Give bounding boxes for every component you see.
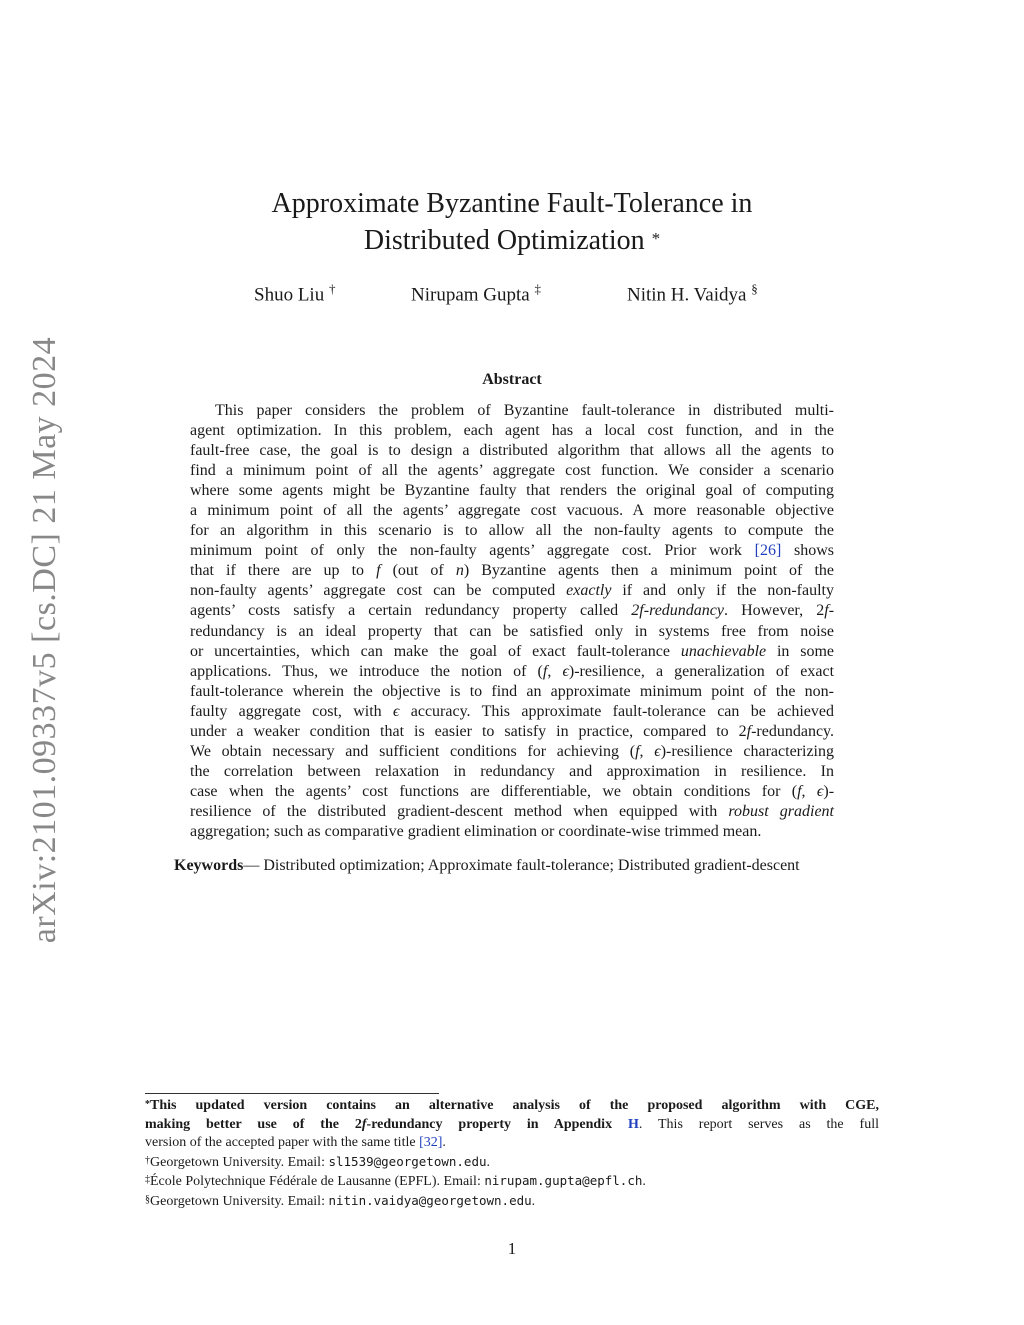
footnote-text: .	[442, 1135, 446, 1150]
abstract-line	[190, 722, 834, 742]
abstract-line	[190, 501, 834, 521]
abstract-text: in some	[766, 642, 835, 660]
footnote-mark: †	[145, 1154, 150, 1166]
abstract-line	[190, 561, 834, 581]
title-line-1: Approximate Byzantine Fault-Tolerance in	[271, 188, 753, 219]
footnote-2	[145, 1153, 879, 1173]
footnote-1-line-3	[145, 1134, 879, 1153]
abstract-text: or	[537, 822, 559, 840]
keywords-dash: —	[243, 857, 260, 874]
footnote-text: .	[531, 1193, 536, 1209]
email-link[interactable]: nitin.vaidya@georgetown.edu	[328, 1192, 532, 1208]
abstract-emphasis: ϵ	[562, 662, 569, 680]
author-footnote-mark[interactable]: §	[751, 281, 758, 296]
abstract-text: .	[757, 822, 762, 840]
abstract-text: minimum point of only the non-faulty agents’ aggregate cost. Prior work	[190, 542, 755, 560]
abstract-text: (out of	[380, 562, 456, 580]
abstract-text: ,	[547, 662, 563, 680]
abstract-emphasis: f	[797, 782, 802, 800]
footnote-1-line-2	[145, 1116, 879, 1135]
title-line-2: Distributed Optimization	[363, 225, 645, 256]
footnote-text: version of the accepted paper with the same title	[145, 1135, 420, 1150]
abstract-emphasis: f	[746, 722, 752, 740]
abstract-line	[190, 421, 834, 441]
author-nitin-vaidya	[627, 281, 758, 306]
abstract-line	[190, 401, 834, 421]
footnote-text: Georgetown University. Email:	[150, 1154, 329, 1170]
footnote-math: f	[361, 1116, 367, 1132]
abstract-text: if and only if the non-faulty	[611, 582, 834, 600]
abstract-text: or uncertainties, which can make the goal of exact fault-tolerance	[190, 642, 681, 660]
abstract-text: ) Byzantine agents then a minimum point of the	[463, 562, 834, 580]
abstract-emphasis: f	[376, 562, 381, 580]
abstract-text: fault-free case, the goal is to design a distributed algorithm that allows all the agents to	[190, 442, 834, 460]
abstract-line	[190, 461, 834, 481]
footnote-text: . This report serves as the full	[638, 1116, 879, 1132]
abstract-line	[190, 601, 834, 621]
citation-link[interactable]: [26]	[754, 542, 782, 560]
abstract-emphasis: ϵ	[654, 742, 661, 760]
footnote-3	[145, 1172, 879, 1192]
abstract-text: )-resilience, a generalization of exact	[568, 662, 835, 680]
footnotes	[145, 1097, 879, 1211]
abstract-text: a minimum point of all the agents’ aggregate cost vacuous. A more reasonable objective	[190, 502, 834, 520]
abstract-line	[190, 802, 834, 822]
abstract-emphasis: unachievable	[680, 642, 767, 660]
author-name: Shuo Liu	[254, 284, 325, 306]
footnote-text: .	[486, 1154, 491, 1170]
abstract-emphasis: f	[542, 662, 548, 680]
abstract-text: )-	[823, 782, 835, 800]
abstract-heading: Abstract	[482, 371, 542, 388]
footnote-text: making better use of the 2	[145, 1116, 362, 1132]
abstract-text: where some agents might be Byzantine faulty that renders the original goal of computing	[190, 482, 834, 500]
abstract-text: . However, 2	[724, 602, 825, 620]
author-shuo-liu	[254, 281, 335, 306]
author-name: Nirupam Gupta	[411, 284, 530, 306]
appendix-link[interactable]: H	[627, 1116, 639, 1132]
abstract-line	[190, 702, 834, 722]
abstract-text: case when the agents’ cost functions are differentiable, we obtain conditions for (	[190, 782, 798, 800]
arxiv-sidebar-stamp: arXiv:2101.09337v5 [cs.DC] 21 May 2024	[26, 336, 63, 944]
abstract-line	[190, 441, 834, 461]
author-footnote-mark[interactable]: †	[328, 281, 336, 296]
footnote-mark: §	[145, 1193, 150, 1205]
abstract-text: agent optimization. In this problem, each agent has a local cost function, and in the	[190, 422, 834, 440]
keywords	[174, 857, 800, 875]
abstract-text: that if there are up to	[190, 562, 377, 580]
abstract-emphasis: ϵ	[816, 782, 824, 800]
abstract-line	[190, 622, 834, 642]
abstract-line	[190, 662, 834, 682]
abstract-emphasis: exactly	[566, 582, 612, 600]
abstract-text: fault-tolerance wherein the objective is to find an approximate minimum point of the non-	[190, 682, 834, 700]
keywords-label: Keywords	[174, 857, 244, 874]
abstract-text: This paper considers the problem of Byzantine fault-tolerance in distributed multi-	[215, 402, 834, 419]
abstract-emphasis: ϵ	[392, 702, 400, 720]
citation-link[interactable]: [32]	[419, 1135, 443, 1150]
abstract-line	[190, 642, 834, 662]
author-footnote-mark[interactable]: ‡	[534, 281, 541, 296]
abstract-line	[190, 742, 834, 762]
abstract-text: shows	[781, 542, 835, 560]
footnote-mark: *	[145, 1099, 150, 1110]
footnote-text: École Polytechnique Fédérale de Lausanne (EPFL). Email:	[150, 1174, 485, 1189]
author-nirupam-gupta	[411, 281, 541, 306]
title-footnote-mark[interactable]: *	[651, 229, 661, 248]
page-number: 1	[507, 1239, 517, 1258]
footnote-4	[145, 1192, 879, 1212]
keywords-text: Distributed optimization; Approximate fault-tolerance; Distributed gradient-descent	[259, 857, 800, 874]
footnote-rule	[145, 1093, 439, 1094]
abstract-text: ,	[801, 782, 817, 800]
abstract-body	[190, 401, 834, 842]
paper-title	[200, 185, 824, 259]
footnote-text: -redundancy property in Appendix	[366, 1116, 628, 1132]
abstract-text: We obtain necessary and sufficient conditions for achieving (	[190, 742, 636, 760]
abstract-text: ,	[639, 742, 655, 760]
abstract-text: )-resilience characterizing	[660, 742, 834, 760]
abstract-line	[190, 481, 834, 501]
abstract-text: coordinate-wise trimmed mean	[558, 822, 758, 840]
abstract-text: for an algorithm in this scenario is to allow all the non-faulty agents to compute the	[190, 522, 834, 540]
abstract-text: faulty aggregate cost, with	[190, 702, 393, 720]
abstract-line	[190, 581, 834, 601]
abstract-text: redundancy is an ideal property that can be satisfied only in systems free from noise	[190, 622, 834, 640]
footnote-text: This updated version contains an alternative analysis of the proposed algorithm with CGE,	[150, 1098, 879, 1113]
abstract-line	[190, 682, 834, 702]
abstract-line	[190, 521, 834, 541]
abstract-emphasis: f	[635, 742, 640, 760]
abstract-line	[190, 822, 834, 842]
abstract-text: -	[828, 602, 835, 620]
footnote-text: Georgetown University. Email:	[150, 1193, 329, 1209]
abstract-emphasis: n	[455, 562, 464, 580]
abstract-text: comparative gradient elimination	[324, 822, 538, 840]
email-link[interactable]: sl1539@georgetown.edu	[328, 1153, 487, 1169]
abstract-emphasis: robust gradient	[728, 802, 835, 820]
footnote-1-line-1	[145, 1097, 879, 1116]
author-name: Nitin H. Vaidya	[627, 284, 747, 306]
abstract-line	[190, 762, 834, 782]
abstract-text: resilience of the distributed gradient-descent method when equipped with	[190, 802, 729, 820]
footnote-text: .	[642, 1174, 646, 1189]
abstract-text: non-faulty agents’ aggregate cost can be computed	[190, 582, 567, 600]
abstract-emphasis: 2f-redundancy	[631, 602, 725, 620]
abstract-text: ; such as	[265, 822, 325, 840]
abstract-text: agents’ costs satisfy a certain redundancy property called	[190, 602, 632, 620]
abstract-line	[190, 782, 834, 802]
footnote-mark: ‡	[145, 1174, 150, 1185]
abstract-text: under a weaker condition that is easier to satisfy in practice, compared to 2	[190, 722, 747, 740]
abstract-text: accuracy. This approximate fault-tolerance can be achieved	[399, 702, 834, 720]
abstract-emphasis: f	[824, 602, 829, 620]
email-link[interactable]: nirupam.gupta@epfl.ch	[484, 1173, 643, 1188]
abstract-line	[190, 541, 834, 561]
abstract-text: -redundancy.	[751, 722, 834, 740]
abstract-text: the correlation between relaxation in redundancy and approximation in resilience. In	[190, 762, 834, 780]
abstract-text: find a minimum point of all the agents’ aggregate cost function. We consider a scenario	[190, 462, 834, 480]
abstract-text: aggregation	[190, 822, 266, 840]
abstract-text: applications. Thus, we introduce the notion of (	[190, 662, 543, 680]
